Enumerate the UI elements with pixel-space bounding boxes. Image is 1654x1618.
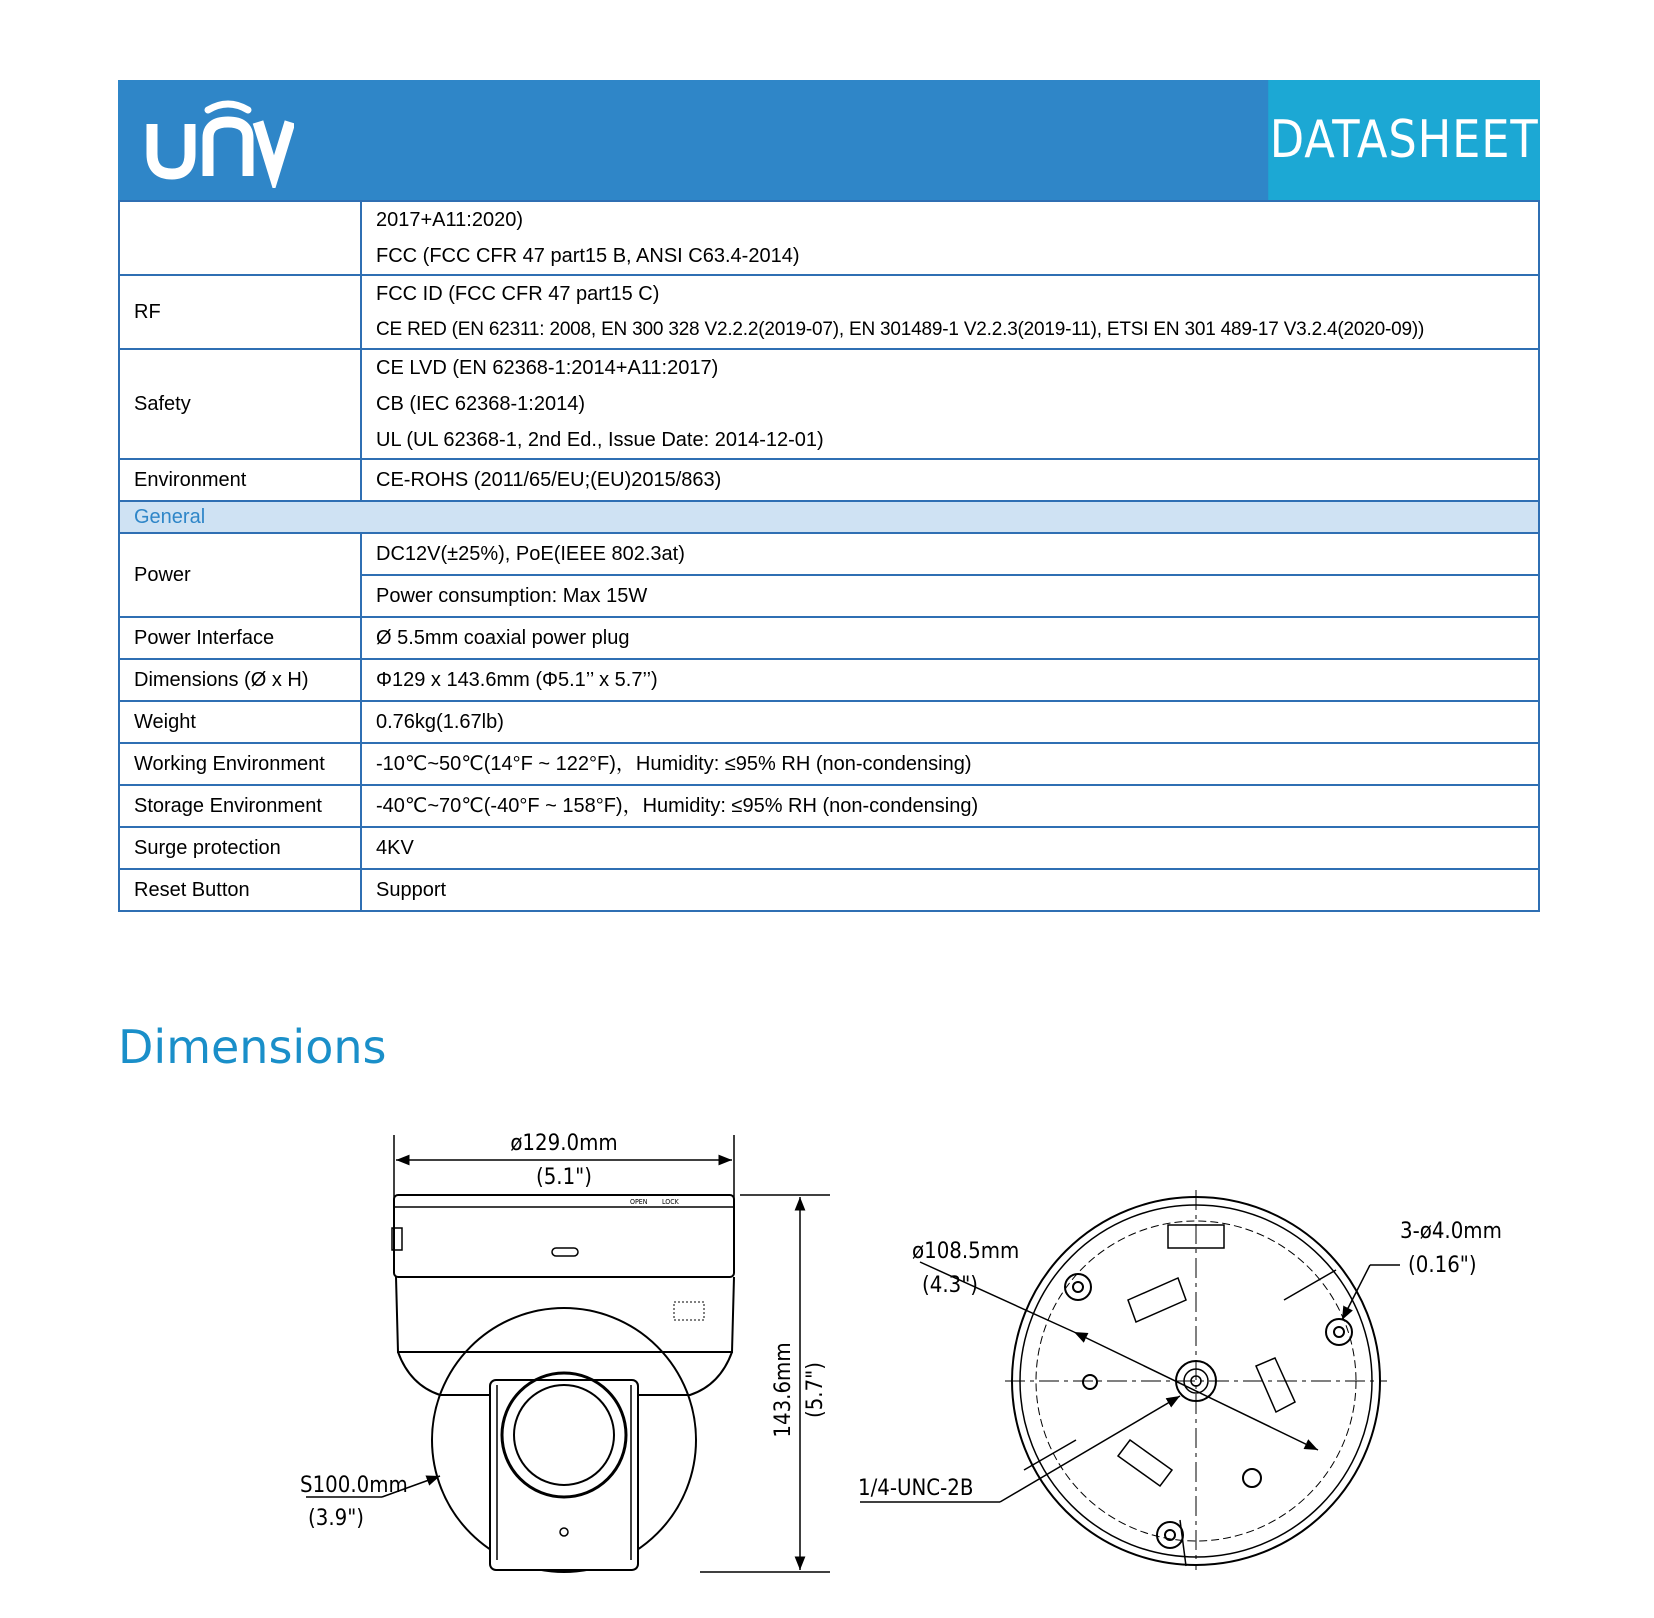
spec-key: Weight (119, 701, 361, 743)
open-label: OPEN (630, 1198, 648, 1206)
spec-key: Safety (119, 349, 361, 459)
height-in-label: (5.7") (803, 1361, 828, 1419)
spec-line: CE RED (EN 62311: 2008, EN 300 328 V2.2.2(2019-07), EN 301489-1 V2.2.3(2019-11), ETSI EN 301 489-17 V3.2.4(2020-09)) (376, 319, 1425, 340)
spec-value: 0.76kg(1.67lb) (361, 701, 1539, 743)
width-mm-label: ø129.0mm (510, 1131, 618, 1156)
spec-key: Power (119, 533, 361, 617)
spec-key: Dimensions (Ø x H) (119, 659, 361, 701)
width-in-label: (5.1") (535, 1165, 593, 1190)
spec-line: UL (UL 62368-1, 2nd Ed., Issue Date: 2014-12-01) (376, 429, 824, 451)
holes-mm-label: 3-ø4.0mm (1400, 1219, 1502, 1244)
spec-key: Working Environment (119, 743, 361, 785)
spec-key: Power Interface (119, 617, 361, 659)
spec-value: -10℃~50℃(14°F ~ 122°F)，Humidity: ≤95% RH (non-condensing) (361, 743, 1539, 785)
dimensions-heading: Dimensions (118, 1020, 387, 1074)
spec-line: CE LVD (EN 62368-1:2014+A11:2017) (376, 357, 719, 379)
base-dia-in-label: (4.3") (922, 1273, 979, 1298)
thread-label: 1/4-UNC-2B (858, 1476, 974, 1501)
side-view (306, 1135, 830, 1572)
holes-in-label: (0.16") (1408, 1253, 1477, 1278)
section-label: General (119, 501, 1539, 533)
lock-label: LOCK (662, 1198, 679, 1206)
spec-line: FCC (FCC CFR 47 part15 B, ANSI C63.4-2014) (376, 245, 800, 267)
spec-value: Φ129 x 143.6mm (Φ5.1’’ x 5.7’’) (361, 659, 1539, 701)
spec-key: Reset Button (119, 869, 361, 911)
spec-value: Ø 5.5mm coaxial power plug (361, 617, 1539, 659)
height-mm-label: 143.6mm (771, 1342, 796, 1438)
spec-value: CE-ROHS (2011/65/EU;(EU)2015/863) (361, 459, 1539, 501)
base-dia-mm-label: ø108.5mm (912, 1239, 1020, 1264)
spec-value: Support (361, 869, 1539, 911)
spec-key: RF (119, 275, 361, 349)
spec-key: Surge protection (119, 827, 361, 869)
spec-value: 4KV (361, 827, 1539, 869)
spec-line: FCC ID (FCC CFR 47 part15 C) (376, 283, 660, 305)
spec-line: 2017+A11:2020) (376, 209, 523, 231)
sphere-in-label: (3.9") (308, 1506, 365, 1531)
sphere-mm-label: S100.0mm (300, 1473, 408, 1498)
spec-key: Environment (119, 459, 361, 501)
spec-value: Power consumption: Max 15W (361, 575, 1539, 617)
spec-value: -40℃~70℃(-40°F ~ 158°F)，Humidity: ≤95% RH (non-condensing) (361, 785, 1539, 827)
datasheet-label: DATASHEET (1268, 80, 1540, 200)
spec-line: CB (IEC 62368-1:2014) (376, 393, 586, 415)
spec-value: DC12V(±25%), PoE(IEEE 802.3at) (361, 533, 1539, 575)
spec-key: Storage Environment (119, 785, 361, 827)
